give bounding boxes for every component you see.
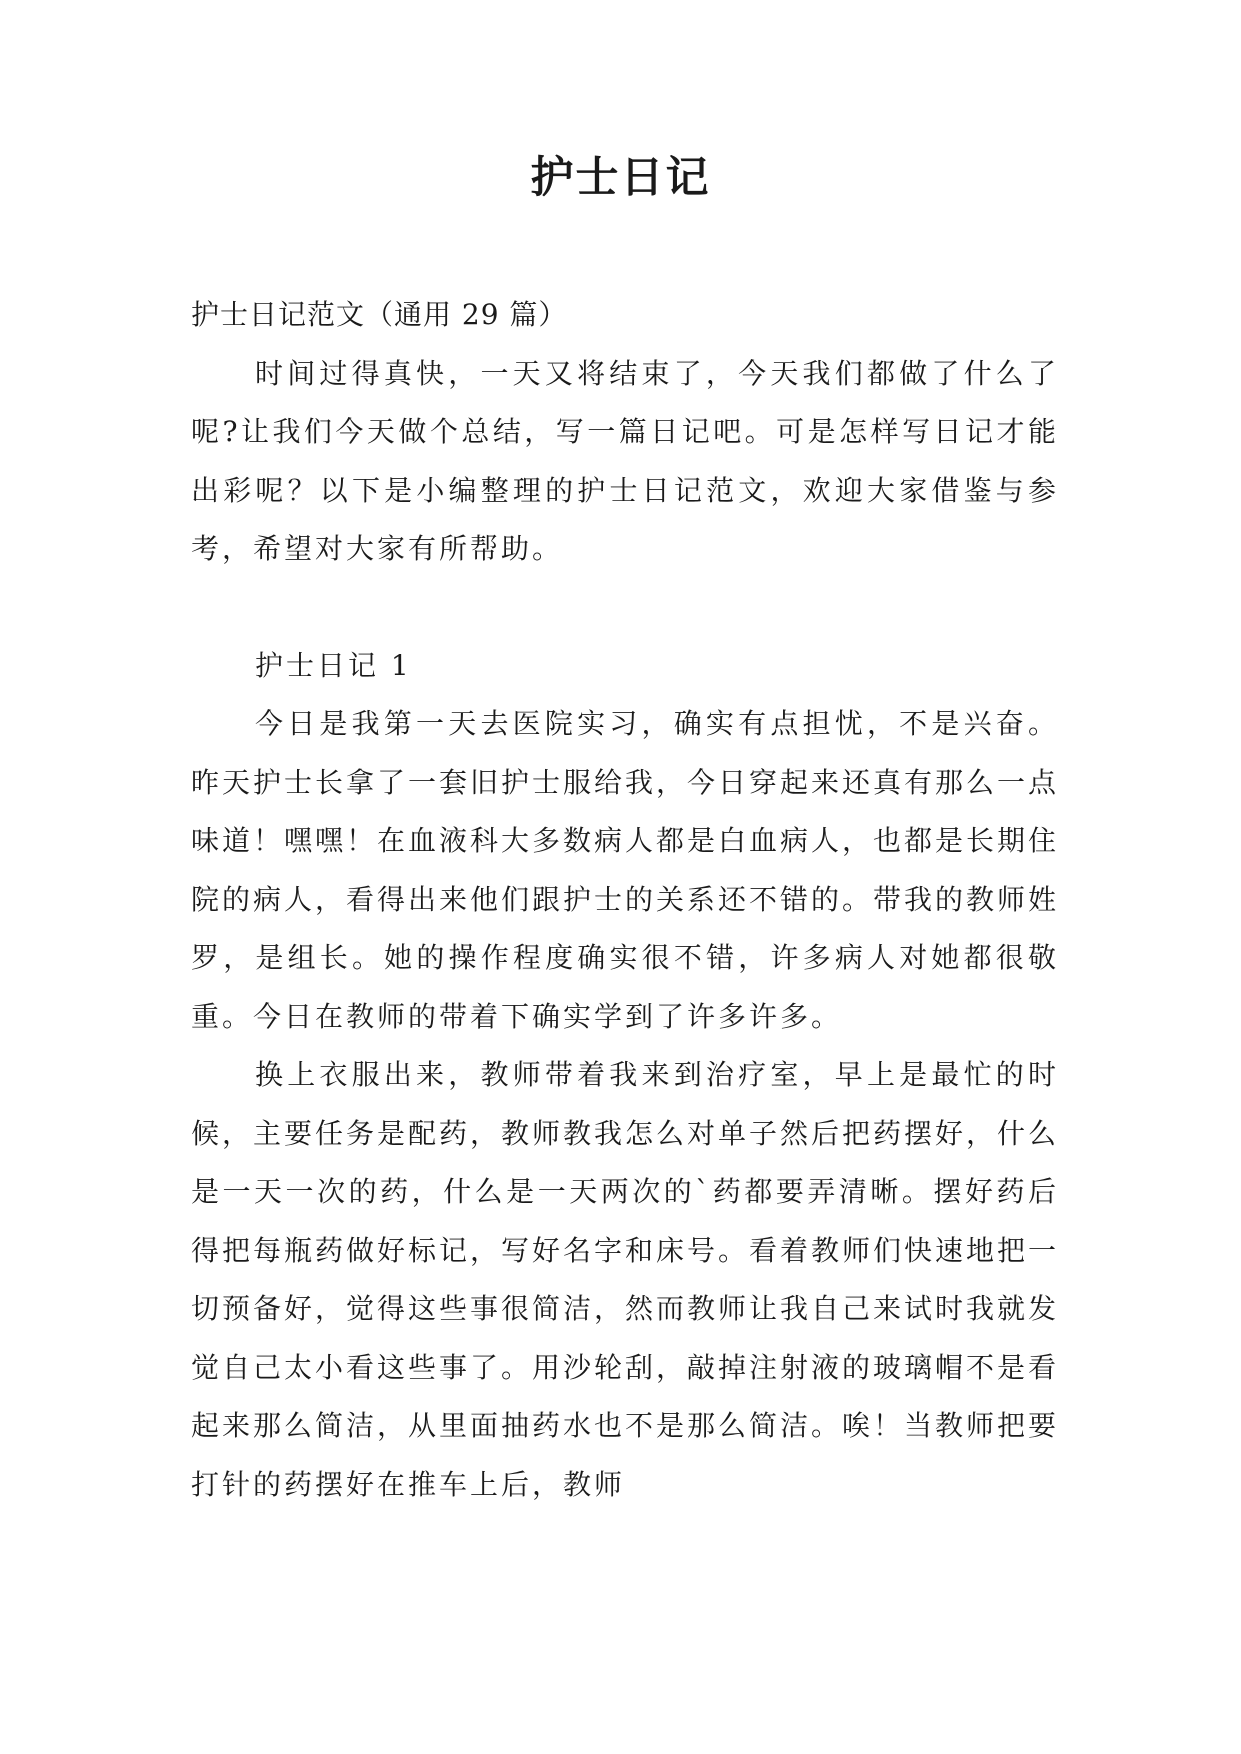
document-subtitle: 护士日记范文（通用 29 篇） bbox=[191, 298, 568, 331]
section-heading: 护士日记 1 bbox=[255, 648, 412, 682]
body-paragraph: 换上衣服出来，教师带着我来到治疗室，早上是最忙的时候，主要任务是配药，教师教我怎么对单子然后把药摆好，什么是一天一次的药，什么是一天两次的`药都要弄清晰。摆好药后得把每瓶药做好标记，写好名字和床号。看着教师们快速地把一切预备好，觉得这些事很简洁，然而教师让我自己来试时我就发觉自己太小看这些事了。用沙轮刮，敲掉注射液的玻璃帽不是看起来那么简洁，从里面抽药水也不是那么简洁。唉！当教师把要打针的药摆好在推车上后，教师 bbox=[191, 1058, 1060, 1501]
body-paragraph: 今日是我第一天去医院实习，确实有点担忧，不是兴奋。昨天护士长拿了一套旧护士服给我，今日穿起来还真有那么一点味道！嘿嘿！在血液科大多数病人都是白血病人，也都是长期住院的病人，看得出来他们跟护士的关系还不错的。带我的教师姓罗，是组长。她的操作程度确实很不错，许多病人对她都很敬重。今日在教师的带着下确实学到了许多许多。 bbox=[191, 707, 1060, 1033]
intro-paragraph: 时间过得真快，一天又将结束了，今天我们都做了什么了呢?让我们今天做个总结，写一篇日记吧。可是怎样写日记才能出彩呢？以下是小编整理的护士日记范文，欢迎大家借鉴与参考，希望对大家有所帮助。 bbox=[191, 356, 1059, 565]
document-body bbox=[191, 286, 1059, 1514]
document-title: 护士日记 bbox=[530, 153, 711, 203]
